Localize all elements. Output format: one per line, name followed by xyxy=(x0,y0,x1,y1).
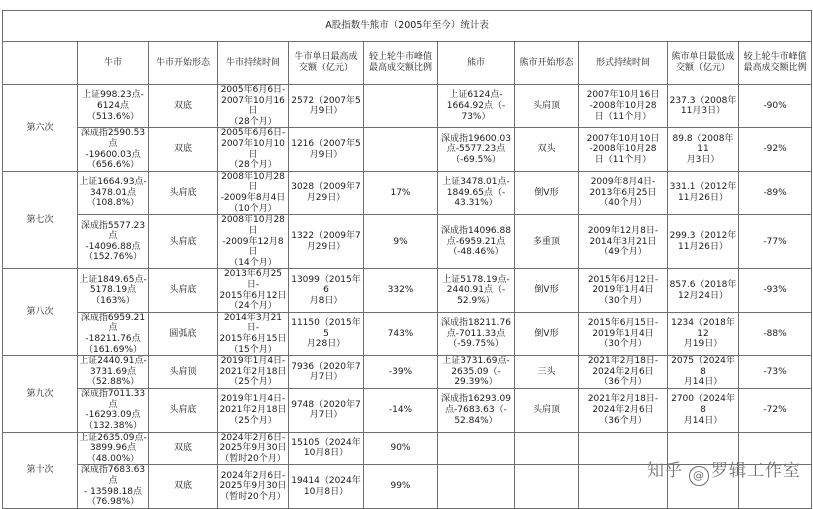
table-cell: 2024年2月6日- 2025年9月30日 （暂时20个月） xyxy=(218,465,289,508)
table-cell: 2008年10月28日 -2009年12月8日 （14个月） xyxy=(218,215,289,269)
table-cell: 三头 xyxy=(515,356,579,389)
table-cell: 上证1664.93点- 3478.01点 （108.8%） xyxy=(78,171,149,214)
table-cell: 743% xyxy=(364,312,438,355)
table-cell: 13099（2015年6 月8日） xyxy=(289,269,364,312)
table-cell: 2008年10月28日 -2009年8月4日 （10个月） xyxy=(218,171,289,214)
table-cell xyxy=(364,85,438,128)
table-cell: 双底 xyxy=(149,432,218,465)
table-cell: 2007年10月10日 -2008年10月28 日（11个月） xyxy=(579,128,668,171)
column-header: 牛市开始形态 xyxy=(149,42,218,85)
table-cell: 倒V形 xyxy=(515,171,579,214)
stats-table xyxy=(2,10,812,509)
table-cell: 头肩底 xyxy=(149,389,218,432)
table-cell: 9% xyxy=(364,215,438,269)
table-cell: 2005年6月6日- 2007年10月16日 （28个月） xyxy=(218,85,289,128)
watermark xyxy=(647,456,801,486)
table-cell: -92% xyxy=(739,128,812,171)
table-cell: 332% xyxy=(364,269,438,312)
table-cell: 上证2440.91点- 3731.69点 （52.88%） xyxy=(79,356,147,388)
table-cell: 2015年6月15日- 2019年1月4日 （30个月） xyxy=(579,312,668,355)
table-cell: 双底 xyxy=(149,128,218,171)
table-cell: 11150（2015年5 月28日） xyxy=(289,312,364,355)
table-cell xyxy=(515,465,579,508)
period-label: 第六次 xyxy=(3,85,78,172)
table-cell: 头肩底 xyxy=(149,269,218,312)
table-cell: 90% xyxy=(364,432,438,465)
table-cell: 上证3478.01点- 1849.65点（- 43.31%） xyxy=(438,171,515,214)
table-row xyxy=(3,85,812,128)
table-cell: 双底 xyxy=(149,465,218,508)
table-cell: 2021年2月18日- 2024年2月6日 （36个月） xyxy=(579,356,668,389)
header-row xyxy=(3,42,812,85)
table-cell: 头肩底 xyxy=(149,215,218,269)
table-cell: 头肩顶 xyxy=(515,389,579,432)
table-cell: 1216（2007年5 月9日） xyxy=(289,128,364,171)
table-cell: 2075（2024年8 月14日） xyxy=(668,356,739,389)
table-cell xyxy=(438,432,515,465)
period-label: 第七次 xyxy=(3,171,78,268)
table-cell: 3028（2009年7 月29日） xyxy=(289,171,364,214)
table-cell: -88% xyxy=(739,312,812,355)
table-cell: -73% xyxy=(739,356,812,389)
table-cell: 2700（2024年8 月14日） xyxy=(668,389,739,432)
table-cell: 上证5178.19点- 2440.91点（- 52.9%） xyxy=(438,269,515,312)
table-cell: -72% xyxy=(739,389,812,432)
table-cell: 深成指14096.88 点-6959.21点 （-48.46%） xyxy=(438,215,515,269)
column-header: 牛市单日最高成 交额（亿元） xyxy=(289,42,364,85)
column-header: 熊市单日最低成 交额（亿元） xyxy=(668,42,739,85)
table-cell: 倒V形 xyxy=(515,269,579,312)
table-cell: 头肩底 xyxy=(149,171,218,214)
column-header: 较上轮牛市峰值 最高成交额比例 xyxy=(364,42,438,85)
table-cell: 15105（2024年 10月8日） xyxy=(289,432,364,465)
table-cell: 头肩顶 xyxy=(515,85,579,128)
table-cell: 上证998.23点- 6124点 （513.6%） xyxy=(78,85,149,128)
table-cell: -90% xyxy=(739,85,812,128)
table-cell: 2009年8月4日- 2013年6月25日 （40个月） xyxy=(579,171,668,214)
table-row xyxy=(3,128,812,171)
table-cell: 1234（2018年12 月19日） xyxy=(668,312,739,355)
column-header: 熊市开始形态 xyxy=(515,42,579,85)
column-header: 熊市 xyxy=(438,42,515,85)
table-cell: 2019年1月4日- 2021年2月18日 （25个月） xyxy=(218,389,289,432)
column-header: 牛市 xyxy=(78,42,149,85)
table-cell: 17% xyxy=(364,171,438,214)
table-cell: 深成指2590.53点 -19600.03点 （656.6%） xyxy=(78,128,149,171)
table-cell: 深成指6959.21点 -18211.76点 （161.69%） xyxy=(78,312,149,355)
table-cell: 深成指19600.03 点-5577.23点 （-69.5%） xyxy=(438,128,515,171)
table-row xyxy=(3,171,812,214)
table-cell: 上证1849.65点- 5178.19点 （163%） xyxy=(78,269,149,312)
table-cell: 2019年1月4日- 2021年2月18日 （25个月） xyxy=(219,356,287,388)
table-cell: 9748（2020年7 月7日） xyxy=(289,389,364,432)
at-icon: @ xyxy=(689,466,709,486)
table-cell: 19414（2024年 10月8日） xyxy=(289,465,364,508)
table-cell: 2015年6月12日- 2019年1月4日 （30个月） xyxy=(579,269,668,312)
table-cell: -39% xyxy=(364,356,438,389)
table-body xyxy=(3,85,812,509)
table-cell: 237.3（2008年 11月3日） xyxy=(668,85,739,128)
table-cell: 双底 xyxy=(149,85,218,128)
table-cell: 2013年6月25日- 2015年6月12日 （24个月） xyxy=(219,269,287,312)
table-cell xyxy=(438,465,515,508)
column-header: 形式持续时间 xyxy=(579,42,668,85)
table-cell: 2009年12月8日- 2014年3月21日 （49个月） xyxy=(579,215,668,269)
table-cell: 2007年10月16日 -2008年10月28 日（11个月） xyxy=(579,85,668,128)
table-cell: -77% xyxy=(739,215,812,269)
table-cell: 双头 xyxy=(515,128,579,171)
column-header xyxy=(3,42,78,85)
table-cell: 2572（2007年5 月9日） xyxy=(289,85,364,128)
table-cell: 头肩顶 xyxy=(149,356,218,389)
table-cell: 深成指7011.33点 -16293.09点 （132.38%） xyxy=(78,389,149,432)
table-row xyxy=(3,269,812,312)
table-cell: 多重顶 xyxy=(515,215,579,269)
table-cell: 深成指7683.63点 - 13598.18点 （76.98%） xyxy=(78,465,149,508)
table-cell: 上证3731.69点- 2635.09（- 29.39%） xyxy=(438,356,515,389)
period-label: 第八次 xyxy=(3,269,78,356)
watermark-brand: 知乎 xyxy=(647,461,683,481)
table-cell: 圆弧底 xyxy=(149,312,218,355)
column-header: 牛市持续时间 xyxy=(218,42,289,85)
table-cell: 深成指18211.76 点-7011.33点 （-59.75%） xyxy=(438,312,515,355)
table-row xyxy=(3,389,812,432)
table-cell: 2024年2月6日- 2025年9月30日 （暂时20个月） xyxy=(219,432,287,464)
table-row xyxy=(3,312,812,355)
table-cell: -89% xyxy=(739,171,812,214)
period-label: 第九次 xyxy=(3,356,78,432)
table-cell: 99% xyxy=(364,465,438,508)
table-cell: 上证6124点- 1664.92点（- 73%） xyxy=(438,85,515,128)
table-cell: 深成指5577.23点 -14096.88点 （152.76%） xyxy=(78,215,149,269)
table-cell: 2005年6月6日- 2007年10月10日 （28个月） xyxy=(218,128,289,171)
table-cell xyxy=(515,432,579,465)
table-cell: 2014年3月21日- 2015年6月15日 （15个月） xyxy=(219,312,287,355)
period-label: 第十次 xyxy=(3,432,78,508)
table-cell: 299.3（2012年 11月26日） xyxy=(668,215,739,269)
column-header: 较上轮牛市峰值 最高成交额比例 xyxy=(739,42,812,85)
table-cell: 倒V形 xyxy=(515,312,579,355)
table-cell: 2021年2月18日- 2024年2月6日 （36个月） xyxy=(579,389,668,432)
table-cell: -93% xyxy=(739,269,812,312)
table-title: A股指数牛熊市（2005年至今）统计表 xyxy=(3,11,812,42)
watermark-author: 罗辑工作室 xyxy=(711,461,801,481)
table-cell: 331.1（2012年 11月26日） xyxy=(668,171,739,214)
table-cell: 上证2635.09点- 3899.96点 （48.00%） xyxy=(79,432,147,464)
table-cell: 7936（2020年7 月7日） xyxy=(289,356,364,389)
table-cell: -14% xyxy=(364,389,438,432)
table-row xyxy=(3,215,812,269)
table-cell: 89.8（2008年11 月3日） xyxy=(668,128,739,171)
table-row xyxy=(3,356,812,389)
table-cell xyxy=(364,128,438,171)
table-cell: 1322（2009年7 月29日） xyxy=(289,215,364,269)
table-cell: 深成指16293.09 点-7683.63（- 52.84%） xyxy=(438,389,515,432)
table-cell: 857.6（2018年 12月24日） xyxy=(668,269,739,312)
